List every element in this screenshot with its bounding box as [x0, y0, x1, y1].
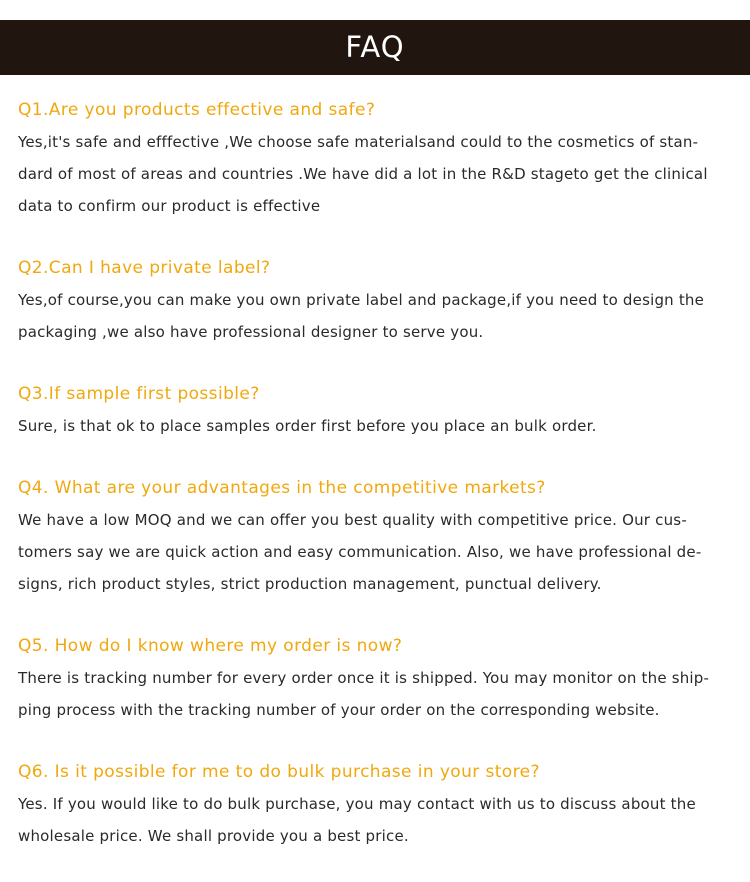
faq-question: Q5. How do I know where my order is now? [18, 636, 403, 656]
faq-answer-line: data to confirm our product is effective [18, 197, 321, 215]
faq-item-q6 [18, 756, 732, 852]
faq-header-banner [0, 20, 750, 75]
faq-answer-line: wholesale price. We shall provide you a best price. [18, 827, 409, 845]
faq-question: Q6. Is it possible for me to do bulk purchase in your store? [18, 762, 540, 782]
faq-answer [18, 410, 732, 442]
faq-answer-line: dard of most of areas and countries .We have did a lot in the R&D stageto get the clinical [18, 165, 708, 183]
faq-answer-line: There is tracking number for every order once it is shipped. You may monitor on the ship- [18, 669, 710, 687]
faq-answer-line: Sure, is that ok to place samples order first before you place an bulk order. [18, 417, 597, 435]
faq-answer-line: packaging ,we also have professional designer to serve you. [18, 323, 484, 341]
faq-answer-line: ping process with the tracking number of your order on the corresponding website. [18, 701, 660, 719]
faq-list [18, 94, 732, 882]
faq-answer [18, 662, 732, 726]
faq-answer-line: tomers say we are quick action and easy communication. Also, we have professional de- [18, 543, 702, 561]
faq-answer-line: signs, rich product styles, strict production management, punctual delivery. [18, 575, 602, 593]
faq-answer [18, 126, 732, 222]
faq-title: FAQ [345, 30, 405, 64]
faq-question: Q2.Can I have private label? [18, 258, 271, 278]
faq-answer-line: Yes,it's safe and efffective ,We choose safe materialsand could to the cosmetics of stan- [18, 133, 699, 151]
faq-item-q4 [18, 472, 732, 600]
faq-question: Q4. What are your advantages in the competitive markets? [18, 478, 546, 498]
faq-item-q3 [18, 378, 732, 442]
faq-answer-line: Yes,of course,you can make you own private label and package,if you need to design the [18, 291, 705, 309]
faq-answer [18, 284, 732, 348]
faq-item-q1 [18, 94, 732, 222]
faq-question: Q3.If sample first possible? [18, 384, 260, 404]
faq-item-q5 [18, 630, 732, 726]
faq-answer-line: Yes. If you would like to do bulk purchase, you may contact with us to discuss about the [18, 795, 696, 813]
faq-answer [18, 504, 732, 600]
faq-item-q2 [18, 252, 732, 348]
faq-question: Q1.Are you products effective and safe? [18, 100, 376, 120]
faq-answer-line: We have a low MOQ and we can offer you best quality with competitive price. Our cus- [18, 511, 687, 529]
faq-answer [18, 788, 732, 852]
